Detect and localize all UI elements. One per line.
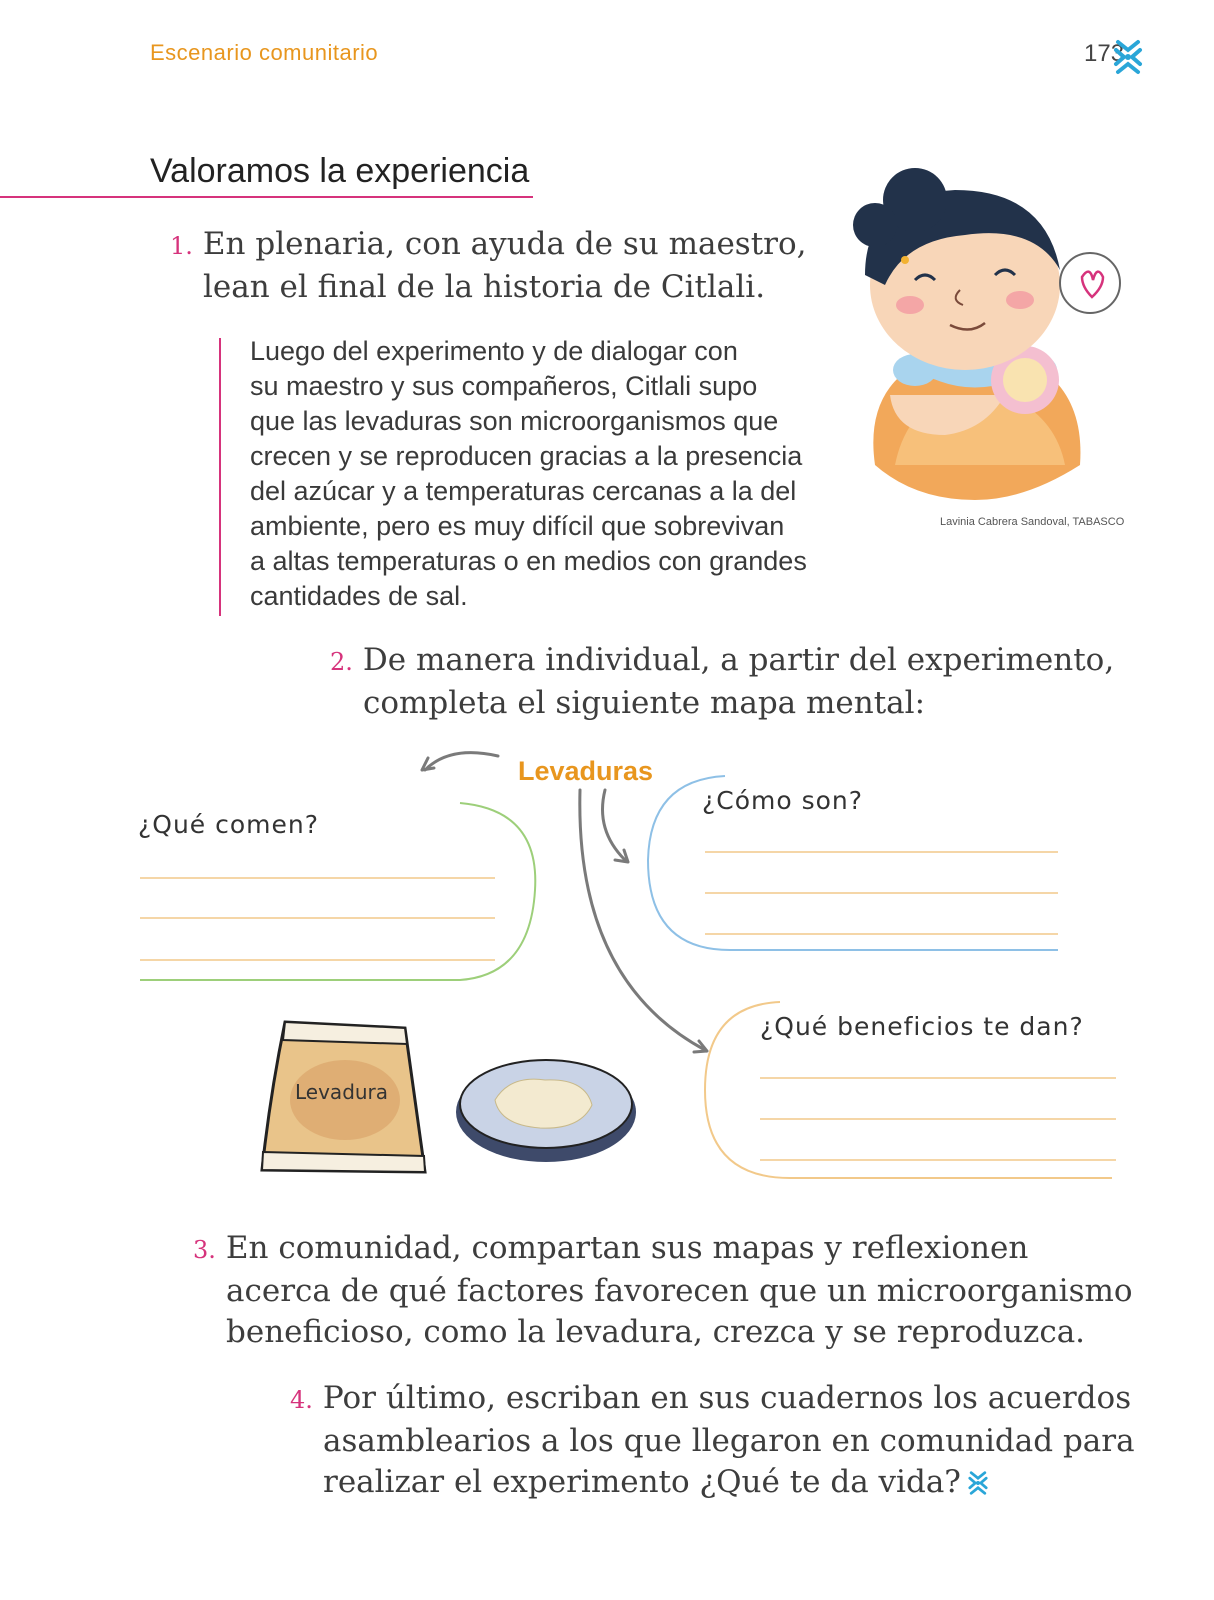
section-title: Valoramos la experiencia bbox=[150, 152, 530, 190]
step-3-line-2: acerca de qué factores favorecen que un microorganismo bbox=[226, 1273, 1133, 1309]
step-3-line-1: En comunidad, compartan sus mapas y reflexionen bbox=[225, 1230, 1029, 1266]
benefits-label: ¿Qué beneficios te dan? bbox=[760, 1012, 1084, 1041]
arrow-to-what-they-are-like bbox=[603, 790, 626, 860]
step-4-line-3: realizar el experimento ¿Qué te da vida? bbox=[323, 1464, 961, 1500]
step-1-number: 1. bbox=[170, 232, 193, 260]
what-they-are-like-label: ¿Cómo son? bbox=[702, 786, 864, 815]
arrow-to-what-they-eat bbox=[425, 753, 498, 770]
quote-line: ambiente, pero es muy difícil que sobrevivan bbox=[250, 511, 785, 541]
step-3 bbox=[193, 1228, 1133, 1353]
step-3-line-3: beneficioso, como la levadura, crezca y se reproduzca. bbox=[226, 1314, 1086, 1350]
quote-line: su maestro y sus compañeros, Citlali supo bbox=[250, 371, 758, 401]
illustration-credit: Lavinia Cabrera Sandoval, TABASCO bbox=[940, 516, 1125, 528]
step-4-line-2: asamblearios a los que llegaron en comunidad para bbox=[323, 1423, 1135, 1459]
mind-map-center: Levaduras bbox=[518, 756, 654, 786]
quote-line: Luego del experimento y de dialogar con bbox=[250, 336, 738, 366]
step-1-line-2: lean el final de la historia de Citlali. bbox=[203, 269, 766, 305]
quote-line: que las levaduras son microorganismos que bbox=[250, 406, 779, 436]
step-4-line-1: Por último, escriban en sus cuadernos los acuerdos bbox=[322, 1380, 1132, 1416]
step-2-line-2: completa el siguiente mapa mental: bbox=[363, 685, 926, 721]
end-snowflake-icon bbox=[967, 1470, 989, 1496]
arrow-to-benefits bbox=[580, 790, 705, 1050]
step-4 bbox=[290, 1378, 1135, 1503]
quote-line: cantidades de sal. bbox=[250, 581, 468, 611]
step-2-line-1: De manera individual, a partir del experimento, bbox=[362, 642, 1115, 678]
step-2-number: 2. bbox=[330, 648, 353, 676]
step-3-number: 3. bbox=[193, 1236, 216, 1264]
page-number: 173 bbox=[1084, 40, 1125, 67]
section-header: Escenario comunitario bbox=[150, 40, 379, 65]
step-4-number: 4. bbox=[290, 1386, 313, 1414]
yeast-packet-label: Levadura bbox=[295, 1080, 389, 1104]
quote-line: a altas temperaturas o en medios con grandes bbox=[250, 546, 807, 576]
quote-line: del azúcar y a temperaturas cercanas a la del bbox=[250, 476, 797, 506]
quote-line: crecen y se reproducen gracias a la presencia bbox=[250, 441, 803, 471]
what-they-eat-label: ¿Qué comen? bbox=[138, 810, 320, 839]
plate-with-yeast-illustration bbox=[456, 1060, 636, 1162]
step-1-line-1: En plenaria, con ayuda de su maestro, bbox=[202, 226, 807, 262]
